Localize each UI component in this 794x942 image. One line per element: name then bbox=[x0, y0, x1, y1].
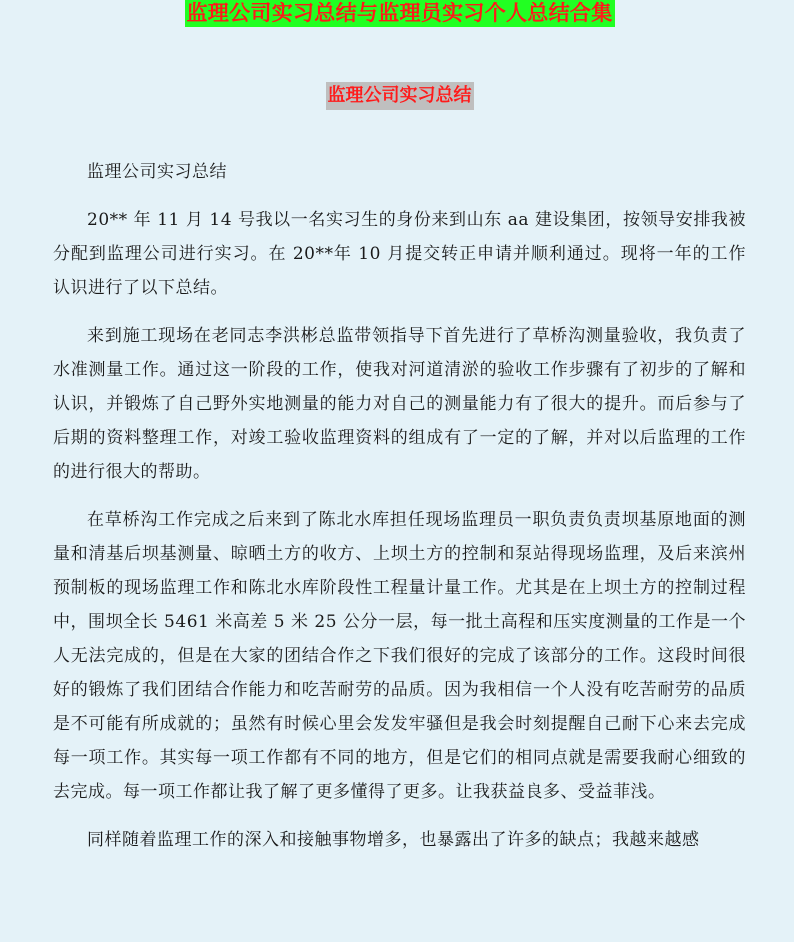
main-title-container bbox=[53, 0, 746, 30]
paragraph: 20** 年 11 月 14 号我以一名实习生的身份来到山东 aa 建设集团，按领导安排我被分配到监理公司进行实习。在 20**年 10 月提交转正申请并顺利通过。现将一年的工作认识进行了以下总结。 bbox=[53, 210, 746, 298]
section-title: 监理公司实习总结 bbox=[326, 82, 474, 110]
paragraph: 同样随着监理工作的深入和接触事物增多，也暴露出了许多的缺点；我越来越感 bbox=[87, 830, 700, 850]
main-title: 监理公司实习总结与监理员实习个人总结合集 bbox=[186, 1, 613, 25]
paragraph-heading: 监理公司实习总结 bbox=[87, 162, 227, 182]
sub-title-container bbox=[53, 82, 746, 112]
paragraph: 在草桥沟工作完成之后来到了陈北水库担任现场监理员一职负责负责坝基原地面的测量和清基后坝基测量、晾晒土方的收方、上坝土方的控制和泵站得现场监理，及后来滨州预制板的现场监理工作和陈北水库阶段性工程量计量工作。尤其是在上坝土方的控制过程中，围坝全长 5461 米高差 5 米 25 公分一层，每一批土高程和压实度测量的工作是一个人无法完成的，但是在大家的团结合作之下我们很好的完成了该部分的工作。这段时间很好的锻炼了我们团结合作能力和吃苦耐劳的品质。因为我相信一个人没有吃苦耐劳的品质是不可能有所成就的；虽然有时候心里会发发牢骚但是我会时刻提醒自己耐下心来去完成每一项工作。其实每一项工作都有不同的地方，但是它们的相同点就是需要我耐心细致的去完成。每一项工作都让我了解了更多懂得了更多。让我获益良多、受益菲浅。 bbox=[53, 510, 746, 802]
paragraph: 来到施工现场在老同志李洪彬总监带领指导下首先进行了草桥沟测量验收，我负责了水准测量工作。通过这一阶段的工作，使我对河道清淤的验收工作步骤有了初步的了解和认识，并锻炼了自己野外实地测量的能力对自己的测量能力有了很大的提升。而后参与了后期的资料整理工作，对竣工验收监理资料的组成有了一定的了解，并对以后监理的工作的进行很大的帮助。 bbox=[53, 326, 746, 482]
document-body bbox=[53, 155, 746, 857]
